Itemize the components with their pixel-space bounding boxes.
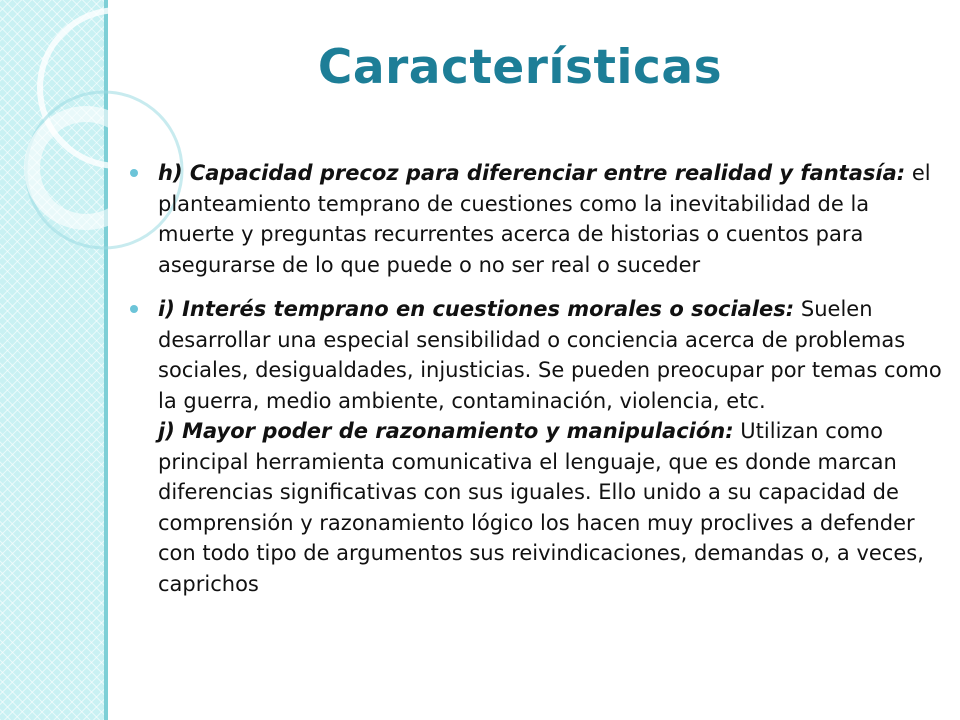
bullet-term: h) Capacidad precoz para diferenciar entre realidad y fantasía: [158,161,906,185]
bullet-text: el planteamiento temprano de cuestiones como la inevitabilidad de la muerte y preguntas recurrentes acerca de historias o cuentos para asegurarse de lo que puede o no ser real o suceder [158,161,931,277]
sub-term: j) Mayor poder de razonamiento y manipulación: [158,419,734,443]
bullet-list [130,158,950,613]
slide-title: Características [317,40,723,95]
bullet-term: i) Interés temprano en cuestiones morales o sociales: [158,297,795,321]
bullet-dot [130,169,138,177]
bullet-item-h [130,158,950,280]
bullet-text: Suelen desarrollar una especial sensibilidad o conciencia acerca de problemas sociales, desigualdades, injusticias. Se pueden preocupar por temas como la guerra, medio ambiente, contaminación, violencia, etc. [158,297,942,413]
sub-text: Utilizan como principal herramienta comunicativa el lenguaje, que es donde marcan diferencias significativas con sus iguales. Ello unido a su capacidad de comprensión y razonamiento lógico los hacen muy proclives a defender con todo tipo de argumentos sus reivindicaciones, demandas o, a veces, caprichos [158,419,924,596]
bullet-dot [130,305,138,313]
bullet-item-i [130,294,950,599]
